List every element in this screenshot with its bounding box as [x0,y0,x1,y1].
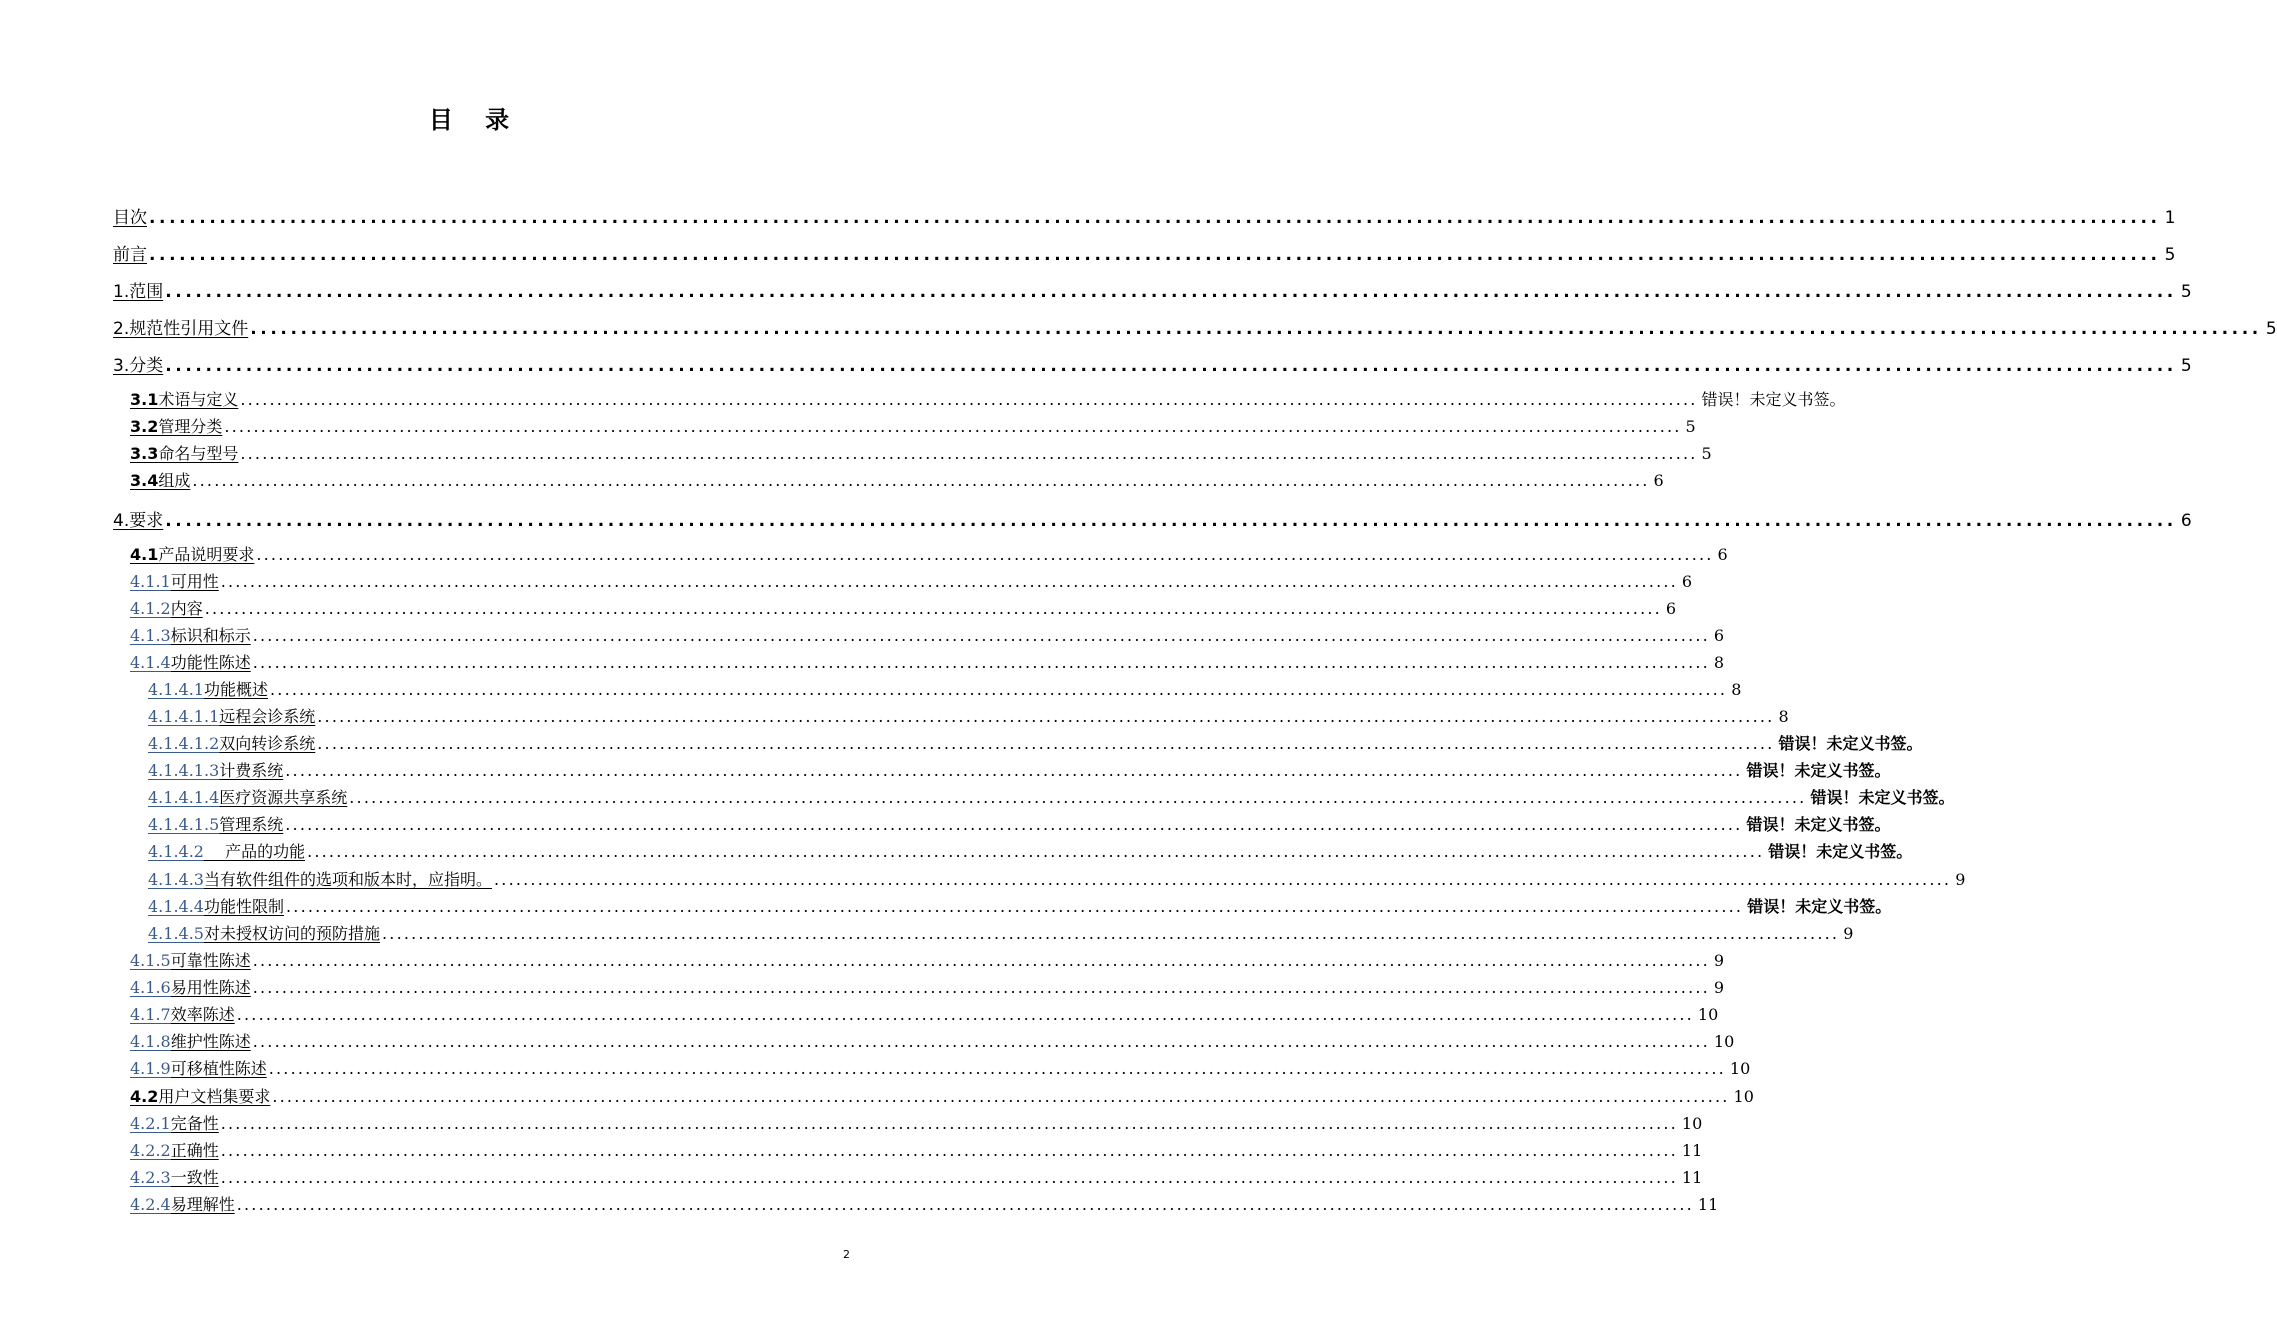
toc-leader-dots: ........................................................................................................................................................................................................ [494,870,1952,889]
toc-entry-label[interactable] [171,623,251,646]
toc-entry[interactable] [148,867,1966,890]
toc-entry-label-link[interactable]: 完备性 [170,1114,219,1133]
toc-leader-dots: ........................................................................................................................................................................................................ [240,390,1698,409]
toc-entry-page: 9 [1713,951,1725,970]
toc-entry-label-link[interactable]: 功能性陈述 [170,653,251,672]
toc-entry-error: 错误！未定义书签。 [1746,761,1891,780]
toc-entry-label-link[interactable]: 要求 [129,511,164,531]
toc-leader-dots: ........................................................................................................................................................................................................ [317,707,1775,726]
toc-entry-label[interactable] [204,677,268,700]
toc-entry-number-link[interactable]: 3.1 [130,390,159,409]
toc-entry-number[interactable] [130,390,158,409]
toc-entry-label[interactable] [204,839,305,862]
toc-entry-number-link[interactable]: 3. [113,356,130,376]
toc-leader-dots: ........................................................................................................................................................................................................ [307,842,1765,861]
toc-entry-page: 6 [1681,572,1693,591]
toc-entry-label[interactable] [204,867,492,890]
toc-entry-number[interactable] [130,1195,171,1214]
toc-leader-dots: ........................................................................................................................................................................................................ [236,1005,1694,1024]
toc-leader-dots: ........................................................................................................................................................................................................ [252,626,1710,645]
toc-entry[interactable] [130,623,1725,646]
toc-entry-number-link[interactable]: 4.1.4.1.2 [148,734,220,753]
toc-leader-dots: ........................................................................................................................................................................................................ [165,511,2177,531]
toc-entry[interactable] [130,441,1712,464]
toc-entry[interactable] [130,1165,1703,1188]
toc-entry-page: 5 [2180,282,2192,302]
toc-entry-label[interactable] [219,704,315,727]
toc-entry-label[interactable] [219,812,283,835]
toc-entry-label[interactable] [171,1111,219,1134]
toc-leader-dots: ........................................................................................................................................................................................................ [349,788,1807,807]
toc-leader-dots: ........................................................................................................................................................................................................ [317,734,1775,753]
toc-entry-label-link[interactable]: 命名与型号 [158,444,239,463]
toc-leader-dots: ........................................................................................................................................................................................................ [250,319,2262,339]
toc-leader-dots: ........................................................................................................................................................................................................ [165,282,2177,302]
toc-entry-number[interactable] [130,444,158,463]
toc-entry-label-link[interactable]: 正确性 [170,1141,219,1160]
toc-entry-number-link[interactable]: 4.1.4.2 [148,842,204,861]
toc-entry-number-link[interactable]: 4.1 [130,545,159,564]
toc-leader-dots: ........................................................................................................................................................................................................ [149,245,2161,265]
toc-entry-number[interactable] [148,734,219,753]
toc-entry-label[interactable] [129,506,163,531]
toc-entry-label-link[interactable]: 目次 [113,208,147,228]
toc-entry-error: 错误！未定义书签。 [1701,390,1846,409]
toc-entry-page: 5 [1701,444,1712,463]
toc-entry[interactable] [130,596,1677,619]
toc-entry-page: 11 [1681,1141,1703,1160]
toc-leader-dots: ........................................................................................................................................................................................................ [285,761,1743,780]
toc-entry-number-link[interactable]: 4.1.9 [130,1059,171,1078]
toc-entry-number-link[interactable]: 4.1.6 [130,978,171,997]
toc-entry-label-link[interactable]: 术语与定义 [158,390,239,409]
toc-entry-number[interactable] [113,319,129,339]
toc-entry-number[interactable] [148,842,204,861]
toc-entry-number-link[interactable]: 4.1.4.1.1 [148,707,220,726]
toc-leader-dots: ........................................................................................................................................................................................................ [220,1141,1678,1160]
toc-entry-page: 9 [1713,978,1725,997]
toc-entry-number-link[interactable]: 4.1.5 [130,951,171,970]
toc-entry[interactable] [148,812,1891,835]
toc-entry[interactable] [113,351,2192,376]
toc-entry-page: 5 [2164,245,2176,265]
toc-entry-number-link[interactable]: 4.2.4 [130,1195,171,1214]
toc-entry[interactable] [130,1029,1735,1052]
toc-entry-label-link[interactable]: 功能性限制 [203,897,284,916]
toc-entry-number[interactable] [113,356,129,376]
toc-entry-number-link[interactable]: 4.1.1 [130,572,171,591]
toc-entry-page: 8 [1713,653,1725,672]
toc-entry-number[interactable] [130,572,171,591]
toc-entry-label[interactable] [129,351,163,376]
toc-entry-label[interactable] [171,1002,235,1025]
toc-entry[interactable] [148,921,1854,944]
toc-entry-page: 10 [1713,1032,1735,1051]
toc-entry-page: 6 [1713,626,1725,645]
toc-entry-label[interactable] [158,414,222,437]
toc-entry-number[interactable] [130,599,171,618]
toc-entry-number[interactable] [130,626,171,645]
toc-entry[interactable] [130,468,1664,491]
toc-entry-number[interactable] [130,1141,171,1160]
toc-entry-number[interactable] [148,870,204,889]
toc-entry-label-link[interactable]: 当有软件组件的选项和版本时，应指明。 [203,870,492,889]
toc-entry[interactable] [130,650,1725,673]
toc-entry-number-link[interactable]: 4.1.4.1.4 [148,788,220,807]
toc-entry-label-link[interactable]: 对未授权访问的预防措施 [203,924,380,943]
toc-entry-label[interactable] [158,542,254,565]
toc-entry-error: 错误！未定义书签。 [1778,734,1923,753]
toc-entry-number-link[interactable]: 4.1.3 [130,626,171,645]
toc-entry-label-link[interactable]: 分类 [129,356,164,376]
toc-entry-number-link[interactable]: 4.2.3 [130,1168,171,1187]
toc-leader-dots: ........................................................................................................................................................................................................ [252,1032,1710,1051]
toc-entry-number[interactable] [130,471,158,490]
toc-entry-label-link[interactable]: 可靠性陈述 [170,951,251,970]
toc-entry[interactable] [130,414,1696,437]
toc-entry-label[interactable] [158,1084,270,1107]
toc-entry-number[interactable] [130,1114,171,1133]
toc-entry[interactable] [113,506,2192,531]
toc-leader-dots: ........................................................................................................................................................................................................ [220,1114,1678,1133]
toc-leader-dots: ........................................................................................................................................................................................................ [240,444,1698,463]
toc-entry-label[interactable] [171,1056,267,1079]
toc-entry-label-link[interactable]: 管理分类 [158,417,223,436]
toc-entry[interactable] [130,975,1725,998]
toc-entry-number-link[interactable]: 3.4 [130,471,159,490]
toc-entry-label-link[interactable]: 组成 [158,471,191,490]
toc-entry[interactable] [130,1056,1751,1079]
toc-entry-number[interactable] [130,545,158,564]
toc-entry-page: 11 [1681,1168,1703,1187]
toc-entry-label[interactable] [113,203,147,228]
toc-entry-error: 错误！未定义书签。 [1747,897,1892,916]
toc-entry-label-link[interactable]: 一致性 [170,1168,219,1187]
toc-entry-number-link[interactable]: 4.1.2 [130,599,171,618]
toc-entry-number-link[interactable]: 4.2.1 [130,1114,171,1133]
toc-leader-dots: ........................................................................................................................................................................................................ [272,1087,1730,1106]
toc-entry-number-link[interactable]: 4.1.4.1 [148,680,204,699]
toc-entry-label-link[interactable]: 功能概述 [203,680,268,699]
toc-entry[interactable] [130,948,1725,971]
toc-leader-dots: ........................................................................................................................................................................................................ [268,1059,1726,1078]
toc-entry-label-link[interactable]: 计费系统 [219,761,284,780]
toc-leader-dots: ........................................................................................................................................................................................................ [252,951,1710,970]
toc-entry-page: 6 [2180,511,2192,531]
toc-entry-label[interactable] [158,441,238,464]
toc-entry-number[interactable] [130,1005,171,1024]
toc-entry[interactable] [130,387,1846,410]
toc-entry-label-link[interactable]: 范围 [129,282,164,302]
toc-entry-label[interactable] [171,948,251,971]
toc-entry-label[interactable] [171,569,219,592]
toc-entry-page: 5 [2265,319,2277,339]
toc-entry-error: 错误！未定义书签。 [1768,842,1913,861]
toc-entry-label[interactable] [158,468,190,491]
toc-entry-label-link[interactable]: 管理系统 [219,815,284,834]
toc-entry[interactable] [148,704,1789,727]
toc-entry[interactable] [130,542,1728,565]
toc-entry-number[interactable] [130,1059,171,1078]
toc-entry-number[interactable] [130,951,171,970]
toc-entry-label-link[interactable]: 内容 [170,599,203,618]
toc-entry-label-link[interactable]: 可用性 [170,572,219,591]
toc-entry-page: 8 [1731,680,1742,699]
toc-entry-number[interactable] [113,282,129,302]
toc-entry[interactable] [113,277,2192,302]
toc-entry-number[interactable] [130,978,171,997]
toc-entry-page: 8 [1778,707,1789,726]
toc-entry-label-link[interactable]: 易理解性 [170,1195,235,1214]
toc-leader-dots: ........................................................................................................................................................................................................ [149,208,2161,228]
toc-entry-label-link[interactable]: 产品说明要求 [158,545,255,564]
toc-entry[interactable] [148,894,1892,917]
toc-leader-dots: ........................................................................................................................................................................................................ [256,545,1714,564]
toc-entry-number[interactable] [130,1087,158,1106]
toc-entry-number-link[interactable]: 4.1.4.1.5 [148,815,220,834]
toc-entry-page: 6 [1717,545,1728,564]
toc-entry-label[interactable] [204,894,284,917]
toc-entry-label-link[interactable]: 双向转诊系统 [219,734,316,753]
toc-leader-dots: ........................................................................................................................................................................................................ [286,897,1744,916]
toc-entry-label[interactable] [171,1029,251,1052]
toc-entry-error: 错误！未定义书签。 [1746,815,1891,834]
toc-leader-dots: ........................................................................................................................................................................................................ [236,1195,1694,1214]
toc-entry-label-link[interactable]: 可移植性陈述 [170,1059,267,1078]
toc-entry-label[interactable] [171,650,251,673]
toc-entry-number-link[interactable]: 4.1.4.1.3 [148,761,220,780]
toc-entry-label[interactable] [171,1165,219,1188]
toc-entry-label[interactable] [129,314,248,339]
toc-entry-label-link[interactable]: 言 [130,245,147,265]
toc-entry[interactable] [148,677,1742,700]
toc-entry-label[interactable] [219,758,283,781]
toc-leader-dots: ........................................................................................................................................................................................................ [220,572,1678,591]
toc-entry-page: 10 [1733,1087,1754,1106]
toc-entry-page: 9 [1955,870,1966,889]
toc-entry[interactable] [113,314,2277,339]
toc-entry-page: 9 [1843,924,1854,943]
toc-entry-label-link[interactable]: 维护性陈述 [170,1032,251,1051]
toc-entry-number[interactable] [130,417,158,436]
toc-entry[interactable] [113,240,2176,265]
toc-leader-dots: ........................................................................................................................................................................................................ [285,815,1743,834]
toc-entry-label[interactable] [158,387,238,410]
toc-leader-dots: ........................................................................................................................................................................................................ [252,978,1710,997]
toc-entry-label-link[interactable]: 效率陈述 [170,1005,235,1024]
toc-entry-label-link[interactable]: 远程会诊系统 [219,707,316,726]
toc-leader-dots: ........................................................................................................................................................................................................ [382,924,1840,943]
toc-entry-label-link[interactable]: 易用性陈述 [170,978,251,997]
toc-leader-dots: ........................................................................................................................................................................................................ [270,680,1728,699]
toc-entry-label-link[interactable]: 产品的功能 [203,842,306,861]
toc-entry[interactable] [130,1002,1719,1025]
toc-entry-label[interactable] [171,975,251,998]
toc-entry-error: 错误！未定义书签。 [1810,788,1955,807]
toc-entry-page: 1 [2164,208,2176,228]
toc-entry-page: 10 [1681,1114,1703,1133]
toc-entry-number[interactable] [148,897,204,916]
toc-entry-page: 6 [1665,599,1677,618]
page-title: 目 录 [428,106,522,134]
toc-entry-number[interactable] [148,924,204,943]
toc-entry-number[interactable] [130,1168,171,1187]
toc-entry-page: 10 [1697,1005,1719,1024]
page-number: 2 [843,1248,850,1261]
toc-entry-label[interactable] [129,277,163,302]
toc-entry-number[interactable] [130,1032,171,1051]
toc-entry-number-link[interactable]: 4.1.4 [130,653,171,672]
toc-leader-dots: ........................................................................................................................................................................................................ [224,417,1682,436]
toc-entry-number[interactable] [148,680,204,699]
toc-entry[interactable] [148,731,1923,754]
toc-entry-label[interactable] [219,731,315,754]
toc-entry-page: 6 [1653,471,1664,490]
toc-entry-number-link[interactable]: 4.1.7 [130,1005,171,1024]
toc-entry-page: 11 [1697,1195,1719,1214]
toc-entry[interactable] [130,1138,1703,1161]
toc-entry[interactable] [113,203,2176,228]
toc-entry[interactable] [130,1192,1719,1215]
toc-entry[interactable] [148,785,1955,808]
toc-entry-page: 5 [2180,356,2192,376]
toc-leader-dots: ........................................................................................................................................................................................................ [165,356,2177,376]
toc-entry-number-link[interactable]: 4.1.4.5 [148,924,204,943]
toc-entry-number-link[interactable]: 4. [113,511,130,531]
toc-entry-number-link[interactable]: 前 [113,245,130,265]
toc-entry-number-link[interactable]: 4.1.8 [130,1032,171,1051]
toc-entry-label[interactable] [204,921,380,944]
toc-entry-number-link[interactable]: 4.2.2 [130,1141,171,1160]
toc-entry-label[interactable] [130,240,147,265]
toc-entry-label[interactable] [171,1138,219,1161]
toc-entry-label[interactable] [171,596,203,619]
toc-entry-number-link[interactable]: 2. [113,319,130,339]
toc-entry[interactable] [148,839,1913,862]
toc-entry-number-link[interactable]: 4.1.4.4 [148,897,204,916]
toc-entry[interactable] [130,1111,1703,1134]
toc-leader-dots: ........................................................................................................................................................................................................ [204,599,1662,618]
toc-entry-label-link[interactable]: 用户文档集要求 [158,1087,271,1106]
toc-entry-label[interactable] [171,1192,235,1215]
toc-leader-dots: ........................................................................................................................................................................................................ [220,1168,1678,1187]
toc-entry-number-link[interactable]: 3.3 [130,444,159,463]
toc-entry-number[interactable] [148,761,219,780]
toc-entry-number-link[interactable]: 1. [113,282,130,302]
toc-entry-page: 5 [1685,417,1696,436]
toc-entry[interactable] [130,1084,1754,1107]
toc-entry-number[interactable] [113,240,130,265]
toc-leader-dots: ........................................................................................................................................................................................................ [192,471,1650,490]
toc-entry-page: 10 [1729,1059,1751,1078]
toc-entry-number[interactable] [148,788,219,807]
toc-entry-label-link[interactable]: 标识和标示 [170,626,251,645]
toc-entry[interactable] [148,758,1891,781]
toc-entry-number-link[interactable]: 4.2 [130,1087,159,1106]
toc-entry-number-link[interactable]: 4.1.4.3 [148,870,204,889]
toc-entry-label-link[interactable]: 规范性引用文件 [129,319,249,339]
toc-entry-label-link[interactable]: 医疗资源共享系统 [219,788,348,807]
toc-entry-label[interactable] [219,785,347,808]
toc-entry-number[interactable] [130,653,171,672]
toc-entry-number[interactable] [148,707,219,726]
toc-leader-dots: ........................................................................................................................................................................................................ [252,653,1710,672]
toc-entry-number-link[interactable]: 3.2 [130,417,159,436]
toc-entry-number[interactable] [113,511,129,531]
toc-entry[interactable] [130,569,1693,592]
toc-entry-number[interactable] [148,815,219,834]
